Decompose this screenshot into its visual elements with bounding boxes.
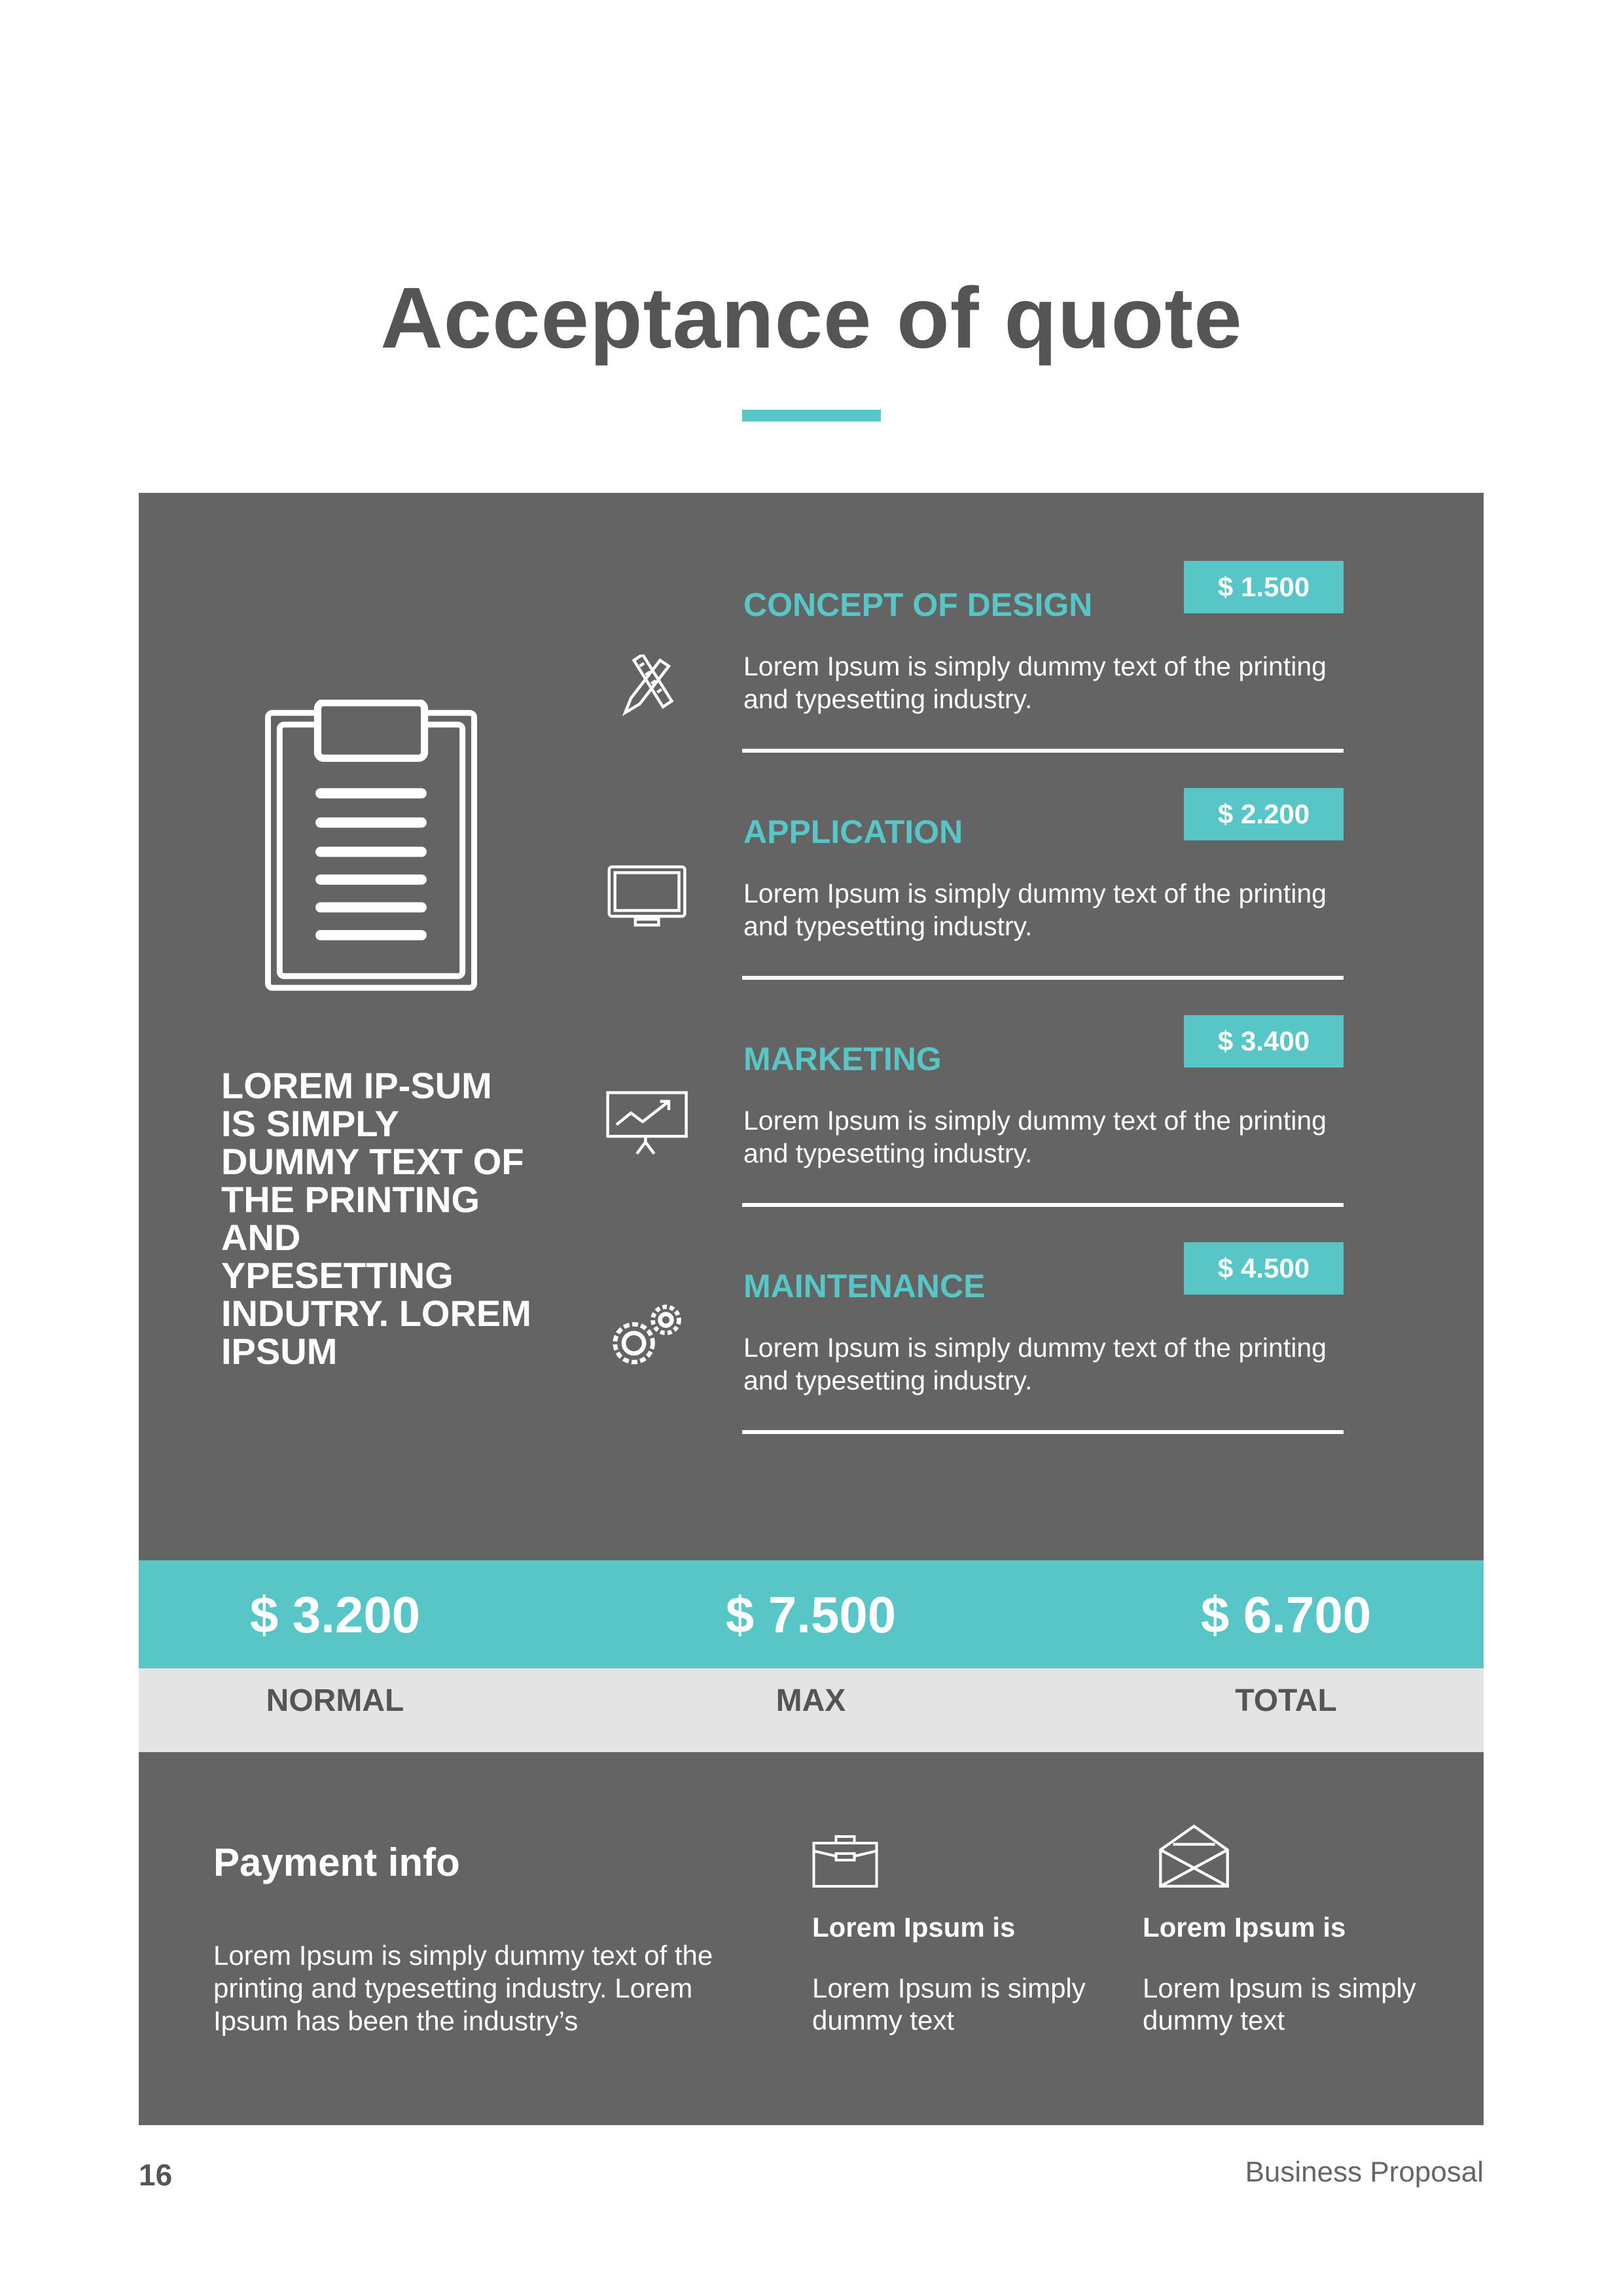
service-description: Lorem Ipsum is simply dummy text of the printing and typesetting industry. bbox=[743, 1105, 1327, 1168]
service-heading: CONCEPT OF DESIGN bbox=[743, 586, 1093, 623]
price-badge: $ 1.500 bbox=[1184, 561, 1344, 613]
payment-title: Payment info bbox=[213, 1840, 460, 1884]
payment-column-heading: Lorem Ipsum is bbox=[1143, 1912, 1346, 1943]
divider bbox=[742, 1203, 1344, 1207]
total-total-label: TOTAL bbox=[1235, 1683, 1337, 1718]
payment-text: Lorem Ipsum is simply dummy text of the printing and typesetting industry. Lorem Ipsum has been the industry’s bbox=[213, 1940, 713, 2036]
divider bbox=[742, 1430, 1344, 1434]
service-description: Lorem Ipsum is simply dummy text of the printing and typesetting industry. bbox=[743, 1333, 1327, 1395]
total-max-value: $ 7.500 bbox=[725, 1586, 897, 1643]
total-max-label: MAX bbox=[776, 1683, 846, 1718]
divider bbox=[742, 749, 1344, 753]
payment-column-text: Lorem Ipsum is simply dummy text bbox=[812, 1973, 1086, 2036]
monitor-icon bbox=[605, 864, 688, 929]
totals-band bbox=[139, 1560, 1484, 1668]
briefcase-icon bbox=[812, 1835, 878, 1888]
envelope-icon bbox=[1159, 1825, 1229, 1888]
total-total-value: $ 6.700 bbox=[1200, 1586, 1372, 1643]
totals-labels-band bbox=[139, 1668, 1484, 1752]
left-highlight-text: LOREM IP-SUM IS SIMPLY DUMMY TEXT OF THE PRINTING AND YPESETTING INDUTRY. LOREM IPSUM bbox=[221, 1065, 531, 1372]
price-badge: $ 3.400 bbox=[1184, 1015, 1344, 1067]
payment-column-text: Lorem Ipsum is simply dummy text bbox=[1143, 1973, 1416, 2036]
divider bbox=[742, 976, 1344, 980]
price-badge: $ 4.500 bbox=[1184, 1242, 1344, 1295]
total-normal-label: NORMAL bbox=[266, 1683, 404, 1718]
gears-icon bbox=[605, 1302, 688, 1368]
page-number: 16 bbox=[139, 2158, 173, 2192]
title-underline bbox=[742, 410, 881, 422]
document-name: Business Proposal bbox=[1245, 2156, 1484, 2188]
payment-column-heading: Lorem Ipsum is bbox=[812, 1912, 1016, 1943]
pencil-ruler-icon bbox=[605, 655, 688, 720]
presentation-chart-icon bbox=[605, 1090, 688, 1155]
payment-section bbox=[139, 1752, 1484, 2125]
page-title: Acceptance of quote bbox=[380, 270, 1243, 366]
price-badge: $ 2.200 bbox=[1184, 788, 1344, 840]
total-normal-value: $ 3.200 bbox=[249, 1586, 421, 1643]
service-heading: APPLICATION bbox=[743, 814, 963, 850]
service-description: Lorem Ipsum is simply dummy text of the printing and typesetting industry. bbox=[743, 651, 1327, 714]
clipboard-icon bbox=[265, 700, 477, 992]
service-heading: MAINTENANCE bbox=[743, 1268, 986, 1304]
service-heading: MARKETING bbox=[743, 1041, 942, 1077]
service-description: Lorem Ipsum is simply dummy text of the printing and typesetting industry. bbox=[743, 878, 1327, 941]
